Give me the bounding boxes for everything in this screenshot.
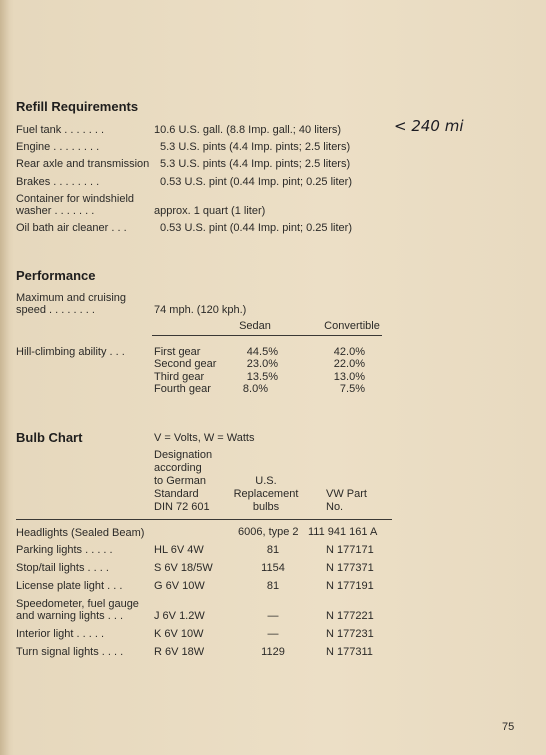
speed-label: speed . . . . . . . . — [16, 304, 95, 316]
us-bulb: 1154 — [261, 562, 285, 574]
refill-value: 0.53 U.S. pint (0.44 Imp. pint; 0.25 liter) — [160, 176, 352, 188]
refill-value: 0.53 U.S. pint (0.44 Imp. pint; 0.25 liter) — [160, 222, 352, 234]
vw-part: 111 941 161 A — [308, 526, 378, 538]
refill-heading: Refill Requirements — [16, 99, 139, 114]
bulb-label: and warning lights . . . — [16, 610, 124, 622]
gear-label: Second gear — [154, 358, 217, 370]
refill-label: Brakes . . . . . . . . — [16, 176, 100, 188]
refill-label: washer . . . . . . . — [16, 205, 95, 217]
speed-label: Maximum and cruising — [16, 292, 127, 304]
page-gutter — [0, 0, 10, 755]
bulb-chart-heading: Bulb Chart — [16, 430, 83, 445]
bulb-label: License plate light . . . — [16, 580, 123, 592]
us-bulb: 81 — [266, 580, 280, 592]
us-header: Replacement — [233, 488, 299, 500]
refill-value: 5.3 U.S. pints (4.4 Imp. pints; 2.5 liters) — [160, 158, 351, 170]
refill-label: Rear axle and transmission — [16, 158, 150, 170]
din-header: DIN 72 601 — [154, 501, 210, 513]
bulb-label: Parking lights . . . . . — [16, 544, 113, 556]
din-designation: K 6V 10W — [154, 628, 204, 640]
bulb-label: Stop/tail lights . . . . — [16, 562, 109, 574]
hill-climbing-label: Hill-climbing ability . . . — [16, 346, 125, 358]
page-number: 75 — [502, 721, 515, 733]
refill-label: Engine . . . . . . . . — [16, 141, 100, 153]
us-bulb: 1129 — [261, 646, 285, 658]
gear-label: Third gear — [154, 371, 205, 383]
din-designation: R 6V 18W — [154, 646, 205, 658]
us-bulb: — — [267, 610, 279, 622]
refill-value: approx. 1 quart (1 liter) — [154, 205, 266, 217]
refill-value: 10.6 U.S. gall. (8.8 Imp. gall.; 40 liters) — [154, 124, 342, 136]
gear-label: First gear — [154, 346, 201, 358]
column-header-sedan: Sedan — [239, 320, 271, 332]
din-designation: J 6V 1.2W — [154, 610, 205, 622]
bulb-label: Speedometer, fuel gauge — [16, 598, 139, 610]
refill-label: Container for windshield — [16, 193, 135, 205]
din-designation: HL 6V 4W — [154, 544, 204, 556]
speed-value: 74 mph. (120 kph.) — [154, 304, 247, 316]
vw-header: No. — [326, 501, 344, 513]
vw-part: N 177191 — [326, 580, 374, 592]
performance-heading: Performance — [16, 268, 96, 283]
vw-part: N 177221 — [326, 610, 374, 622]
convertible-value: 13.0% — [333, 371, 365, 383]
din-designation: S 6V 18/5W — [154, 562, 213, 574]
convertible-value: 22.0% — [333, 358, 365, 370]
us-bulb: — — [267, 628, 279, 640]
sedan-value: 8.0% — [242, 383, 268, 395]
units-legend: V = Volts, W = Watts — [154, 432, 255, 444]
din-header: Designation — [154, 449, 213, 461]
gear-label: Fourth gear — [154, 383, 211, 395]
convertible-value: 42.0% — [333, 346, 365, 358]
column-header-convertible: Convertible — [324, 320, 380, 332]
handwritten-note: < 240 mi — [394, 117, 464, 135]
refill-value: 5.3 U.S. pints (4.4 Imp. pints; 2.5 liters) — [160, 141, 351, 153]
bulb-label: Interior light . . . . . — [16, 628, 105, 640]
us-bulb: 81 — [266, 544, 280, 556]
refill-label: Fuel tank . . . . . . . — [16, 124, 105, 136]
din-header: to German — [154, 475, 206, 487]
vw-part: N 177171 — [326, 544, 374, 556]
table-rule — [16, 519, 392, 520]
sedan-value: 23.0% — [246, 358, 278, 370]
header-rule — [152, 335, 382, 336]
din-header: according — [154, 462, 202, 474]
sedan-value: 13.5% — [246, 371, 278, 383]
bulb-label: Turn signal lights . . . . — [16, 646, 124, 658]
vw-header: VW Part — [326, 488, 367, 500]
sedan-value: 44.5% — [246, 346, 278, 358]
us-header: bulbs — [252, 501, 280, 513]
vw-part: N 177311 — [326, 646, 373, 658]
us-bulb: 6006, type 2 — [238, 526, 299, 538]
din-header: Standard — [154, 488, 199, 500]
vw-part: N 177231 — [326, 628, 374, 640]
din-designation: G 6V 10W — [154, 580, 205, 592]
convertible-value: 7.5% — [339, 383, 365, 395]
bulb-label: Headlights (Sealed Beam) — [16, 527, 145, 539]
refill-label: Oil bath air cleaner . . . — [16, 222, 127, 234]
us-header: U.S. — [255, 475, 277, 487]
vw-part: N 177371 — [326, 562, 374, 574]
